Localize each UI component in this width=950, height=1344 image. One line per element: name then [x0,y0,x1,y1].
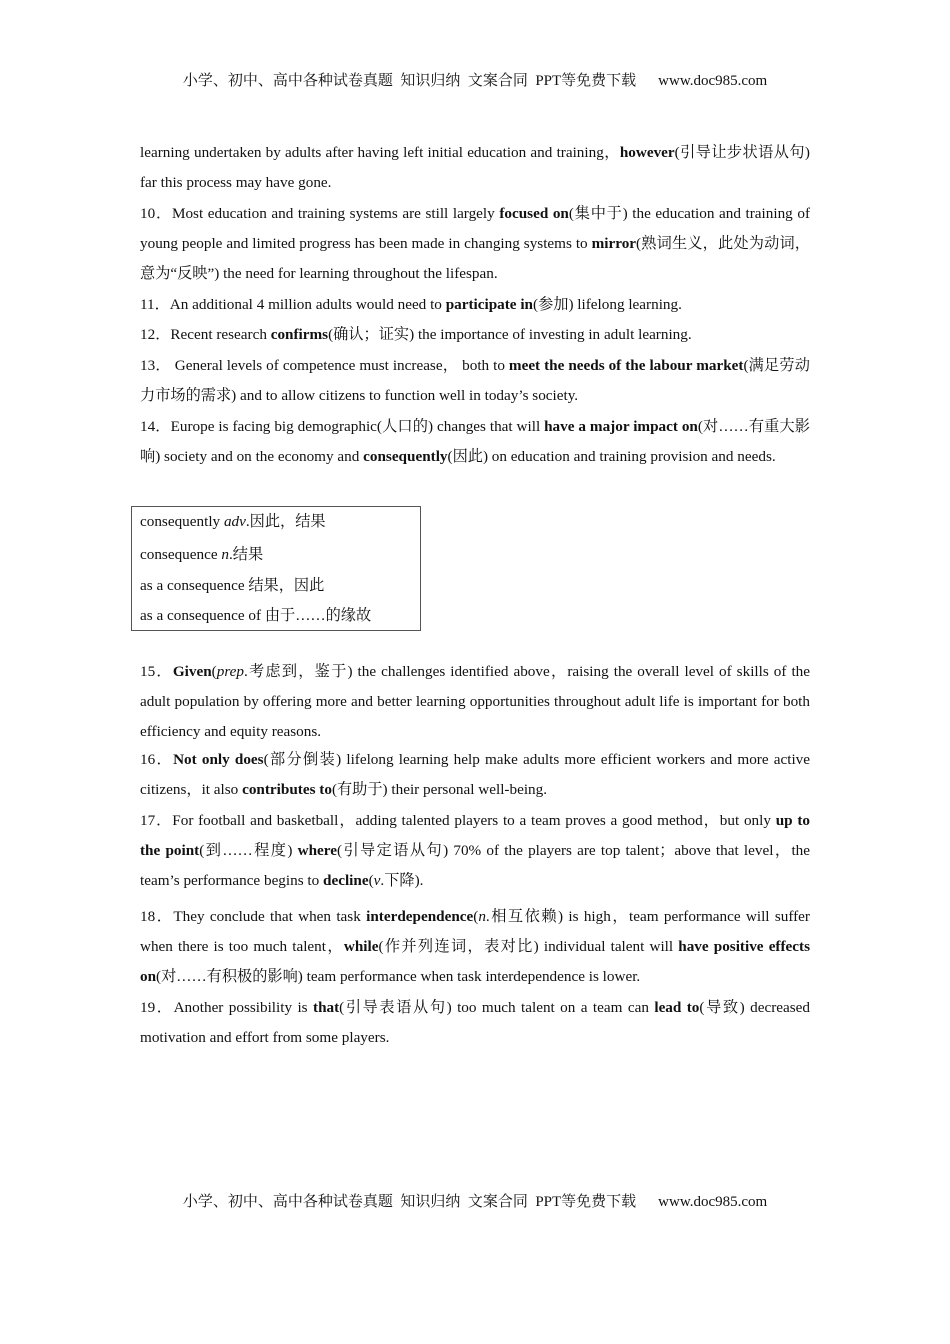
header-text: 小学、初中、高中各种试卷真题 知识归纳 文案合同 PPT等免费下载 [182,73,637,89]
text-segment: 12．Recent research [140,326,271,343]
key-phrase: lead to [654,999,700,1016]
footer-url: www.doc985.com [658,1194,768,1210]
paragraph [140,657,810,747]
text-segment: 13． General levels of competence must increase， both to [140,357,509,374]
text-segment: (到……程度) [199,842,298,859]
key-phrase: meet the needs of the labour market [508,357,744,374]
part-of-speech: v [373,872,381,889]
text-segment: 19．Another possibility is [140,999,314,1016]
text-segment: 15． [140,663,173,680]
text-segment: (集中于) the education and training of young people and limited progress has been made in changing systems to [140,205,811,252]
key-phrase: while [343,938,379,955]
part-of-speech: n [221,546,229,563]
text-segment: (引导定语从句) 70% of the players are top talent；above that level，the team’s performance begins to [140,842,810,889]
page-header [0,69,950,90]
vocab-line [140,604,371,625]
vocab-line [140,510,326,531]
key-phrase: confirms [270,326,329,343]
text-segment: (确认；证实) the importance of investing in adult learning. [328,326,692,343]
vocab-line [140,543,263,564]
text-segment: consequence [140,546,222,563]
part-of-speech: n [478,908,486,925]
text-segment: ( [211,663,217,680]
text-segment: .考虑到，鉴于) the challenges identified above，raising the overall level of skills of the adult population by offering more and better learning opportunities throughout adult life is important for both efficiency and equity reasons. [140,663,811,740]
text-segment: 17．For football and basketball，adding talented players to a team proves a good method，but only [140,812,776,829]
text-segment: (对……有积极的影响) team performance when task interdependence is lower. [156,968,641,985]
text-segment: ( [473,908,479,925]
text-segment: .结果 [228,546,264,563]
paragraph [140,199,810,289]
text-segment: 11．An additional 4 million adults would need to [140,296,446,313]
text-segment: (满足劳动力市场的需求) and to allow citizens to function well in today’s society. [140,357,810,404]
key-phrase: that [313,999,340,1016]
text-segment: consequently [140,513,224,530]
text-segment: (作并列连词，表对比) individual talent will [378,938,679,955]
text-segment: .相互依赖) is high，team performance will suffer when there is too much talent， [140,908,810,955]
text-segment: (部分倒装) lifelong learning help make adults more efficient workers and more active citizens，it also [140,751,811,798]
text-segment: .因此，结果 [245,513,326,530]
text-segment: 10．Most education and training systems are still largely [140,205,500,222]
text-segment: (对……有重大影响) society and on the economy and [140,418,810,465]
text-segment: (引导让步状语从句) far this process may have gone. [140,144,810,191]
paragraph [140,138,810,198]
key-phrase: where [297,842,337,859]
text-segment: ( [368,872,374,889]
key-phrase: consequently [363,448,448,465]
key-phrase: interdependence [366,908,474,925]
text-segment: (参加) lifelong learning. [533,296,682,313]
key-phrase: Not only does [173,751,264,768]
text-segment: (有助于) their personal well-being. [331,781,548,798]
paragraph [140,902,810,992]
key-phrase: have a major impact on [544,418,698,435]
text-segment: 18．They conclude that when task [140,908,367,925]
text-segment: .下降). [380,872,424,889]
text-segment: learning undertaken by adults after having left initial education and training， [140,144,620,161]
part-of-speech: prep [216,663,244,680]
paragraph [140,351,810,411]
key-phrase: participate in [445,296,534,313]
key-phrase: mirror [591,235,637,252]
vocab-line [140,574,324,595]
vocab-box [131,506,421,631]
page-footer [0,1190,950,1211]
paragraph [140,320,810,350]
text-segment: (引导表语从句) too much talent on a team can [339,999,655,1016]
paragraph [140,290,810,320]
paragraph [140,745,810,805]
text-segment: (因此) on education and training provision and needs. [447,448,776,465]
text-segment: (导致) decreased motivation and effort from some players. [140,999,810,1046]
key-phrase: however [619,144,675,161]
key-phrase: contributes to [242,781,332,798]
text-segment: as a consequence of 由于……的缘故 [140,607,372,624]
key-phrase: decline [323,872,369,889]
text-segment: 16． [140,751,174,768]
key-phrase: up to the point [140,812,810,859]
paragraph [140,806,810,896]
key-phrase: focused on [499,205,569,222]
paragraph [140,412,810,472]
text-segment: as a consequence 结果，因此 [140,577,325,594]
text-segment: 14．Europe is facing big demographic(人口的) changes that will [140,418,545,435]
key-phrase: Given [172,663,212,680]
footer-text: 小学、初中、高中各种试卷真题 知识归纳 文案合同 PPT等免费下载 [182,1194,637,1210]
header-url: www.doc985.com [658,73,768,89]
part-of-speech: adv [223,513,246,530]
text-segment: (熟词生义，此处为动词，意为“反映”) the need for learning throughout the lifespan. [140,235,810,282]
paragraph [140,993,810,1053]
key-phrase: have positive effects on [140,938,810,985]
